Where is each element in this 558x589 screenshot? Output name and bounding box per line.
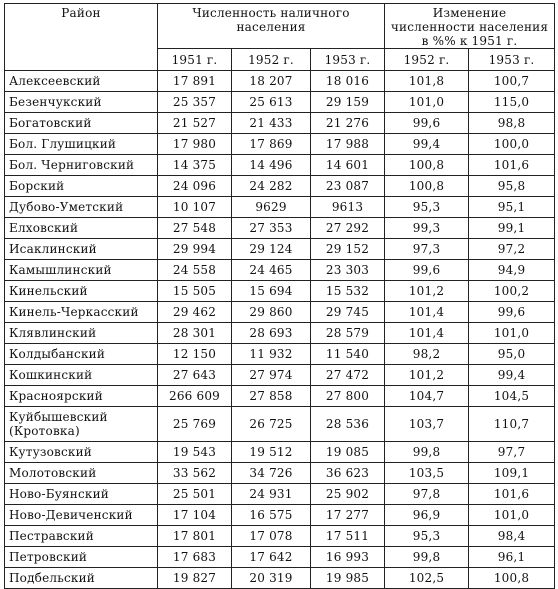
table-header [5,4,555,71]
population-1953-cell: 27 472 [311,365,385,386]
population-1952-cell: 27 858 [232,386,311,407]
table-row [5,442,555,463]
population-1952-cell: 27 353 [232,218,311,239]
population-1953-cell: 18 016 [311,71,385,92]
district-name-cell: Молотовский [5,463,158,484]
population-1953-cell: 21 276 [311,113,385,134]
change-column-header: Изменение численности населения в %% к 1951 г. [385,4,555,49]
population-1953-cell: 19 985 [311,568,385,589]
population-1952-cell: 16 575 [232,505,311,526]
population-1951-cell: 29 994 [158,239,232,260]
population-1952-cell: 14 496 [232,155,311,176]
change-1953-cell: 96,1 [469,547,555,568]
population-1951-cell: 27 548 [158,218,232,239]
district-name-cell: Бол. Черниговский [5,155,158,176]
population-1952-cell: 9629 [232,197,311,218]
change-1952-cell: 99,8 [385,442,469,463]
change-1953-cell: 99,4 [469,365,555,386]
table-row [5,260,555,281]
population-1953-cell: 14 601 [311,155,385,176]
district-name-cell: Исаклинский [5,239,158,260]
table-row [5,344,555,365]
population-1952-cell: 17 642 [232,547,311,568]
table-body [5,71,555,589]
district-name-cell: Бол. Глушицкий [5,134,158,155]
change-1953-cell: 101,0 [469,505,555,526]
population-1952-cell: 15 694 [232,281,311,302]
population-1952-cell: 24 465 [232,260,311,281]
table-row [5,568,555,589]
population-1952-cell: 28 693 [232,323,311,344]
change-year-header-1953: 1953 г. [469,49,555,71]
population-1951-cell: 266 609 [158,386,232,407]
district-name-cell: Елховский [5,218,158,239]
change-1952-cell: 103,5 [385,463,469,484]
table-row [5,547,555,568]
district-name-cell: Ново-Буянский [5,484,158,505]
change-1952-cell: 104,7 [385,386,469,407]
change-1953-cell: 97,7 [469,442,555,463]
district-name-cell: Подбельский [5,568,158,589]
population-1951-cell: 33 562 [158,463,232,484]
population-1951-cell: 17 104 [158,505,232,526]
population-1951-cell: 19 543 [158,442,232,463]
change-1952-cell: 100,8 [385,155,469,176]
district-name-cell: Камышлинский [5,260,158,281]
change-1953-cell: 97,2 [469,239,555,260]
population-1953-cell: 27 292 [311,218,385,239]
change-1953-cell: 98,8 [469,113,555,134]
population-1952-cell: 25 613 [232,92,311,113]
district-name-cell: Куйбышевский (Кротовка) [5,407,158,442]
table-row [5,526,555,547]
year-header-1952: 1952 г. [232,49,311,71]
change-1952-cell: 95,3 [385,526,469,547]
table-row [5,239,555,260]
district-name-cell: Алексеевский [5,71,158,92]
change-1953-cell: 99,1 [469,218,555,239]
population-1951-cell: 25 501 [158,484,232,505]
population-1951-cell: 25 357 [158,92,232,113]
change-1952-cell: 101,4 [385,302,469,323]
change-1952-cell: 96,9 [385,505,469,526]
change-1953-cell: 109,1 [469,463,555,484]
change-1953-cell: 94,9 [469,260,555,281]
population-1953-cell: 17 988 [311,134,385,155]
population-1951-cell: 15 505 [158,281,232,302]
change-1952-cell: 99,4 [385,134,469,155]
table-row [5,407,555,442]
district-name-cell: Кинель-Черкасский [5,302,158,323]
population-1953-cell: 15 532 [311,281,385,302]
population-1952-cell: 24 931 [232,484,311,505]
table-row [5,386,555,407]
change-1953-cell: 101,6 [469,484,555,505]
population-1952-cell: 17 869 [232,134,311,155]
district-column-header: Район [5,4,158,71]
population-1953-cell: 11 540 [311,344,385,365]
change-1953-cell: 98,4 [469,526,555,547]
change-1952-cell: 97,3 [385,239,469,260]
change-1953-cell: 100,8 [469,568,555,589]
change-1953-cell: 100,2 [469,281,555,302]
population-1953-cell: 29 159 [311,92,385,113]
change-1953-cell: 95,8 [469,176,555,197]
year-header-1951: 1951 г. [158,49,232,71]
table-row [5,113,555,134]
table-row [5,365,555,386]
population-1951-cell: 28 301 [158,323,232,344]
change-year-header-1952: 1952 г. [385,49,469,71]
district-name-cell: Пестравский [5,526,158,547]
population-1952-cell: 34 726 [232,463,311,484]
change-1953-cell: 115,0 [469,92,555,113]
population-table [4,3,555,589]
change-1952-cell: 99,3 [385,218,469,239]
table-row [5,505,555,526]
change-1952-cell: 99,8 [385,547,469,568]
population-1951-cell: 17 980 [158,134,232,155]
population-1952-cell: 27 974 [232,365,311,386]
district-name-cell: Клявлинский [5,323,158,344]
change-1953-cell: 95,0 [469,344,555,365]
table-row [5,218,555,239]
district-name-cell: Дубово-Уметский [5,197,158,218]
population-1952-cell: 26 725 [232,407,311,442]
change-1952-cell: 102,5 [385,568,469,589]
population-1951-cell: 25 769 [158,407,232,442]
population-1951-cell: 24 558 [158,260,232,281]
population-1953-cell: 23 087 [311,176,385,197]
district-name-cell: Борский [5,176,158,197]
population-1952-cell: 24 282 [232,176,311,197]
population-1953-cell: 17 277 [311,505,385,526]
population-1952-cell: 29 124 [232,239,311,260]
district-name-cell: Ново-Девиченский [5,505,158,526]
change-1953-cell: 99,6 [469,302,555,323]
population-1951-cell: 17 683 [158,547,232,568]
change-1952-cell: 98,2 [385,344,469,365]
population-1951-cell: 17 891 [158,71,232,92]
change-1953-cell: 101,6 [469,155,555,176]
population-1953-cell: 19 085 [311,442,385,463]
change-1952-cell: 97,8 [385,484,469,505]
change-1952-cell: 103,7 [385,407,469,442]
change-1952-cell: 101,0 [385,92,469,113]
change-1952-cell: 101,2 [385,365,469,386]
population-1951-cell: 10 107 [158,197,232,218]
population-1952-cell: 21 433 [232,113,311,134]
population-1952-cell: 20 319 [232,568,311,589]
table-row [5,197,555,218]
year-header-1953: 1953 г. [311,49,385,71]
population-1951-cell: 17 801 [158,526,232,547]
change-1953-cell: 100,0 [469,134,555,155]
population-1953-cell: 25 902 [311,484,385,505]
population-1951-cell: 24 096 [158,176,232,197]
table-row [5,302,555,323]
table-row [5,281,555,302]
population-1951-cell: 29 462 [158,302,232,323]
population-1952-cell: 11 932 [232,344,311,365]
population-1952-cell: 18 207 [232,71,311,92]
table-row [5,176,555,197]
population-1952-cell: 19 512 [232,442,311,463]
population-column-header: Численность наличного населения [158,4,385,49]
change-1953-cell: 100,7 [469,71,555,92]
table-row [5,134,555,155]
population-1952-cell: 17 078 [232,526,311,547]
change-1952-cell: 99,6 [385,113,469,134]
population-1953-cell: 27 800 [311,386,385,407]
district-name-cell: Петровский [5,547,158,568]
population-1953-cell: 28 536 [311,407,385,442]
change-1952-cell: 100,8 [385,176,469,197]
change-1952-cell: 101,8 [385,71,469,92]
change-1953-cell: 101,0 [469,323,555,344]
population-1951-cell: 27 643 [158,365,232,386]
table-row [5,155,555,176]
population-1951-cell: 21 527 [158,113,232,134]
change-1953-cell: 104,5 [469,386,555,407]
population-1953-cell: 36 623 [311,463,385,484]
population-1952-cell: 29 860 [232,302,311,323]
population-1951-cell: 19 827 [158,568,232,589]
change-1953-cell: 95,1 [469,197,555,218]
population-1953-cell: 23 303 [311,260,385,281]
table-row [5,92,555,113]
table-row [5,484,555,505]
population-1951-cell: 14 375 [158,155,232,176]
population-1953-cell: 16 993 [311,547,385,568]
population-1953-cell: 9613 [311,197,385,218]
district-name-cell: Красноярский [5,386,158,407]
population-1953-cell: 29 152 [311,239,385,260]
population-1953-cell: 29 745 [311,302,385,323]
population-1953-cell: 28 579 [311,323,385,344]
population-1951-cell: 12 150 [158,344,232,365]
change-1953-cell: 110,7 [469,407,555,442]
district-name-cell: Кошкинский [5,365,158,386]
change-1952-cell: 95,3 [385,197,469,218]
change-1952-cell: 99,6 [385,260,469,281]
table-row [5,463,555,484]
district-name-cell: Безенчукский [5,92,158,113]
district-name-cell: Кутузовский [5,442,158,463]
table-row [5,323,555,344]
change-1952-cell: 101,4 [385,323,469,344]
district-name-cell: Колдыбанский [5,344,158,365]
table-row [5,71,555,92]
population-1953-cell: 17 511 [311,526,385,547]
change-1952-cell: 101,2 [385,281,469,302]
district-name-cell: Богатовский [5,113,158,134]
district-name-cell: Кинельский [5,281,158,302]
